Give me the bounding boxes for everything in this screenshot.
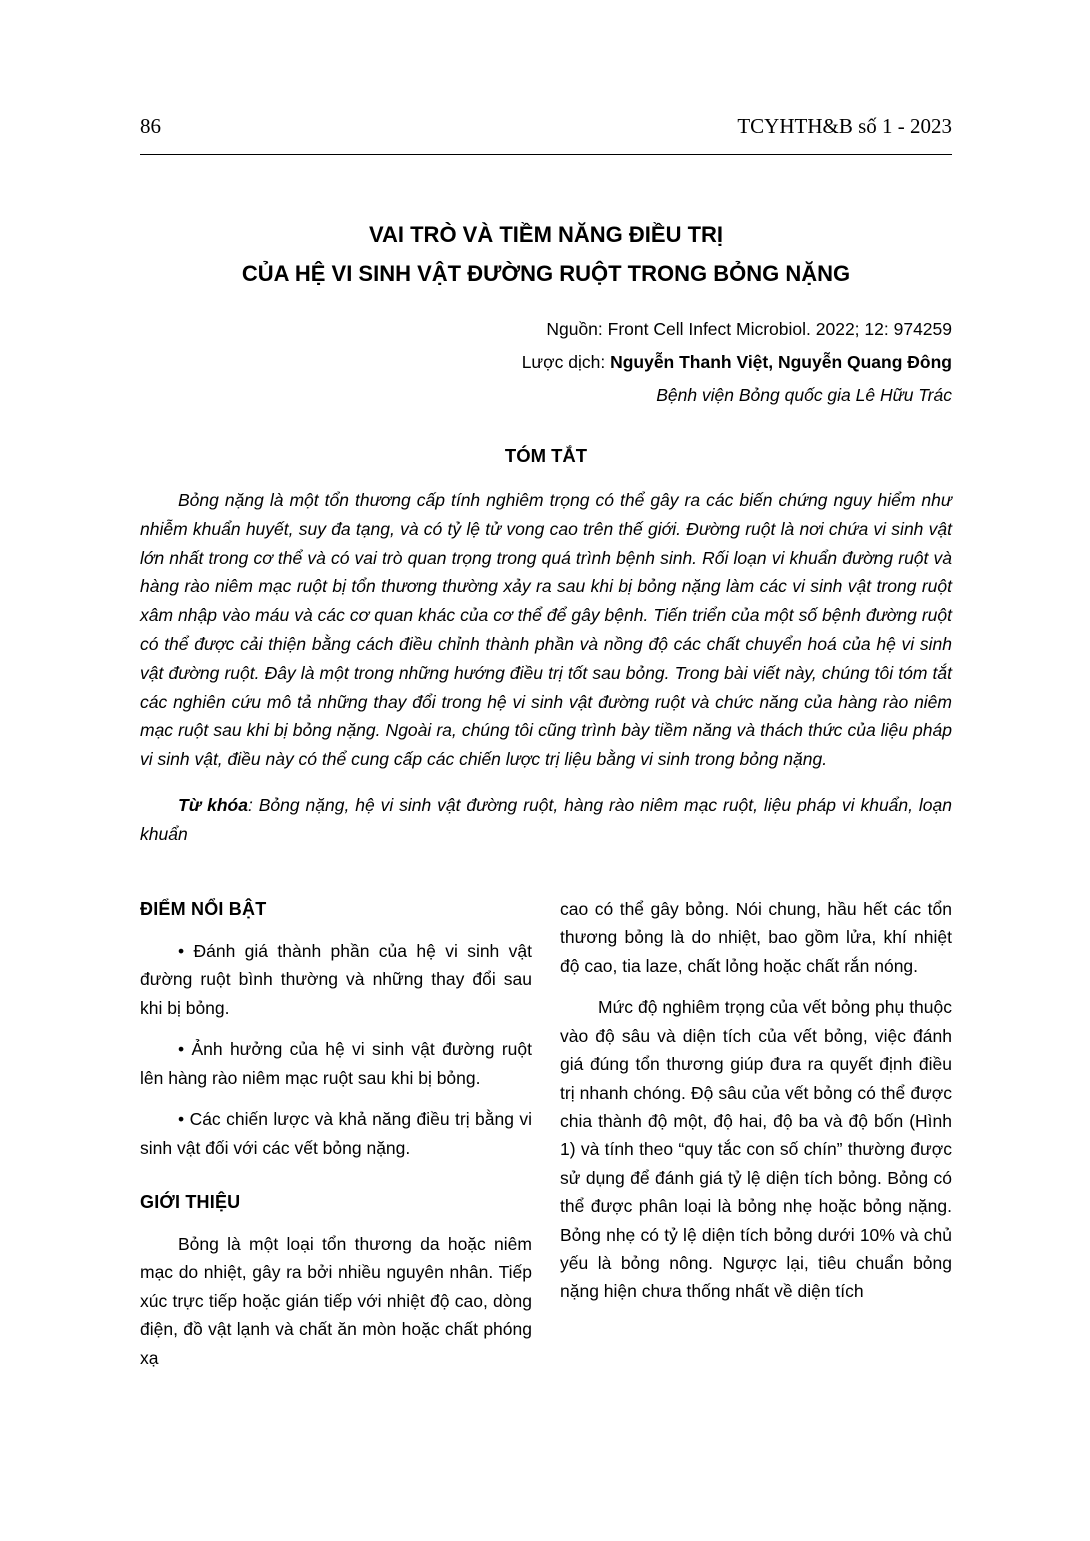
article-title-line1: VAI TRÒ VÀ TIỀM NĂNG ĐIỀU TRỊ bbox=[368, 222, 724, 247]
running-header bbox=[140, 112, 952, 155]
highlight-bullet-2: • Ảnh hưởng của hệ vi sinh vật đường ruột lên hàng rào niêm mạc ruột sau khi bị bỏng. bbox=[140, 1035, 532, 1092]
translator-names: Nguyễn Thanh Việt, Nguyễn Quang Đông bbox=[610, 352, 952, 372]
journal-reference: TCYHTH&B số 1 - 2023 bbox=[737, 114, 952, 138]
translators-line bbox=[140, 346, 952, 379]
two-column-body bbox=[140, 895, 952, 1385]
body-paragraph-1: cao có thể gây bỏng. Nói chung, hầu hết các tổn thương bỏng là do nhiệt, bao gồm lửa, khí nhiệt độ cao, tia laze, chất lỏng hoặc chất rắn nóng. bbox=[560, 899, 952, 976]
translator-label: Lược dịch: bbox=[521, 352, 611, 372]
left-column bbox=[140, 895, 532, 1385]
body-paragraph-2: Mức độ nghiêm trọng của vết bỏng phụ thuộc vào độ sâu và diện tích của vết bỏng, việc đánh giá đúng tổn thương giúp đưa ra quyết định điều trị nhanh chóng. Độ sâu của vết bỏng có thể được chia thành độ một, độ hai, độ ba và độ bốn (Hình 1) và tính theo “quy tắc con số chín” thường được sử dụng để đánh giá tỷ lệ diện tích bỏng. Bỏng có thể được phân loại là bỏng nhẹ hoặc bỏng nặng. Bỏng nhẹ có tỷ lệ diện tích bỏng dưới 10% và chủ yếu là bỏng nông. Ngược lại, tiêu chuẩn bỏng nặng hiện chưa thống nhất về diện tích bbox=[560, 997, 952, 1302]
right-column bbox=[560, 895, 952, 1385]
abstract-heading: TÓM TẮT bbox=[504, 445, 588, 466]
source-line: Nguồn: Front Cell Infect Microbiol. 2022; 12: 974259 bbox=[546, 319, 952, 339]
highlight-bullet-1: • Đánh giá thành phần của hệ vi sinh vật đường ruột bình thường và những thay đổi sau khi bị bỏng. bbox=[140, 937, 532, 1022]
abstract-paragraph: Bỏng nặng là một tổn thương cấp tính nghiêm trọng có thể gây ra các biến chứng nguy hiểm như nhiễm khuẩn huyết, suy đa tạng, và có tỷ lệ tử vong cao trên thế giới. Đường ruột là nơi chứa vi sinh vật lớn nhất trong cơ thể và có vai trò quan trọng trong quá trình bệnh sinh. Rối loạn vi khuẩn đường ruột và hàng rào niêm mạc ruột bị tổn thương thường xảy ra sau khi bị bỏng nặng làm các vi sinh vật trong ruột xâm nhập vào máu và các cơ quan khác của cơ thể để gây bệnh. Tiến triển của một số bệnh đường ruột có thể được cải thiện bằng cách điều chỉnh thành phần và nồng độ các chất chuyển hoá của hệ vi sinh vật đường ruột. Đây là một trong những hướng điều trị tốt sau bỏng. Trong bài viết này, chúng tôi tóm tắt các nghiên cứu mô tả những thay đổi trong hệ vi sinh vật đường ruột và chức năng của hàng rào niêm mạc ruột sau khi bị bỏng nặng. Ngoài ra, chúng tôi cũng trình bày tiềm năng và thách thức của liệu pháp vi sinh vật, điều này có thể cung cấp các chiến lược trị liệu bằng vi sinh trong bỏng nặng. bbox=[140, 490, 952, 770]
affiliation-line: Bệnh viện Bỏng quốc gia Lê Hữu Trác bbox=[656, 385, 952, 405]
highlights-heading: ĐIỂM NỔI BẬT bbox=[140, 899, 267, 920]
introduction-paragraph: Bỏng là một loại tổn thương da hoặc niêm mạc do nhiệt, gây ra bởi nhiều nguyên nhân. Tiếp xúc trực tiếp hoặc gián tiếp với nhiệt độ cao, dòng điện, đồ vật lạnh và chất ăn mòn hoặc chất phóng xạ bbox=[140, 1233, 532, 1368]
keywords-label: Từ khóa bbox=[178, 795, 248, 816]
page-number: 86 bbox=[140, 114, 161, 138]
introduction-heading: GIỚI THIỆU bbox=[140, 1191, 241, 1212]
highlight-bullet-3: • Các chiến lược và khả năng điều trị bằng vi sinh vật đối với các vết bỏng nặng. bbox=[140, 1105, 532, 1162]
byline-block bbox=[140, 313, 952, 412]
keywords-paragraph bbox=[140, 791, 952, 849]
article-title bbox=[140, 215, 952, 293]
keywords-text: : Bỏng nặng, hệ vi sinh vật đường ruột, hàng rào niêm mạc ruột, liệu pháp vi khuẩn, loạn khuẩn bbox=[140, 795, 953, 845]
article-title-line2: CỦA HỆ VI SINH VẬT ĐƯỜNG RUỘT TRONG BỎNG NẶNG bbox=[241, 261, 851, 286]
